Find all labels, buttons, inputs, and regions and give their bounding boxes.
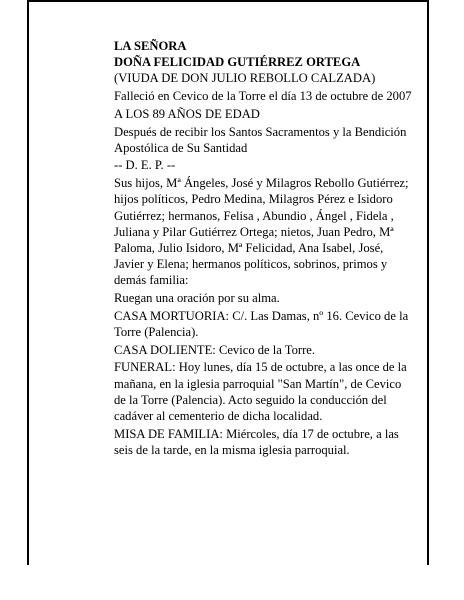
casa-mortuoria: CASA MORTUORIA: C/. Las Damas, nº 16. Cevico de la Torre (Palencia). xyxy=(114,308,409,339)
sacraments-line: Después de recibir los Santos Sacramentos y la Bendición Apostólica de Su Santidad xyxy=(114,124,407,155)
prayer-line: Ruegan una oración por su alma. xyxy=(114,291,280,306)
misa-familia: MISA DE FAMILIA: Miércoles, día 17 de octubre, a las seis de la tarde, en la misma iglesia parroquial. xyxy=(114,426,399,457)
funeral-info: FUNERAL: Hoy lunes, día 15 de octubre, a las once de la mañana, en la iglesia parroquial "San Martín", de Cevico de la Torre (Palencia). Acto seguido la conducción del cadáver al cementerio de dicha localidad. xyxy=(114,360,407,423)
obituary-notice xyxy=(114,38,414,460)
dep-line: -- D. E. P. -- xyxy=(114,158,176,173)
heading-title: LA SEÑORA xyxy=(114,39,187,53)
deceased-name: DOÑA FELICIDAD GUTIÉRREZ ORTEGA xyxy=(114,55,361,70)
age-line: A LOS 89 AÑOS DE EDAD xyxy=(114,106,260,121)
death-date: Falleció en Cevico de la Torre el día 13 de octubre de 2007 xyxy=(114,89,412,104)
family-list: Sus hijos, Mª Ángeles, José y Milagros Rebollo Gutiérrez; hijos políticos, Pedro Medina, Milagros Pérez e Isidoro Gutiérrez; hermanos, Felisa , Abundio , Ángel , Fidela , Juliana y Pilar Gutiérrez Ortega; nietos, Juan Pedro, Mª Paloma, Julio Isidoro, Mª Felicidad, Ana Isabel, José, Javier y Elena; hermanos políticos, sobrinos, primos y demás familia: xyxy=(114,176,409,288)
widow-line: (VIUDA DE DON JULIO REBOLLO CALZADA) xyxy=(114,71,376,86)
casa-doliente: CASA DOLIENTE: Cevico de la Torre. xyxy=(114,342,316,357)
